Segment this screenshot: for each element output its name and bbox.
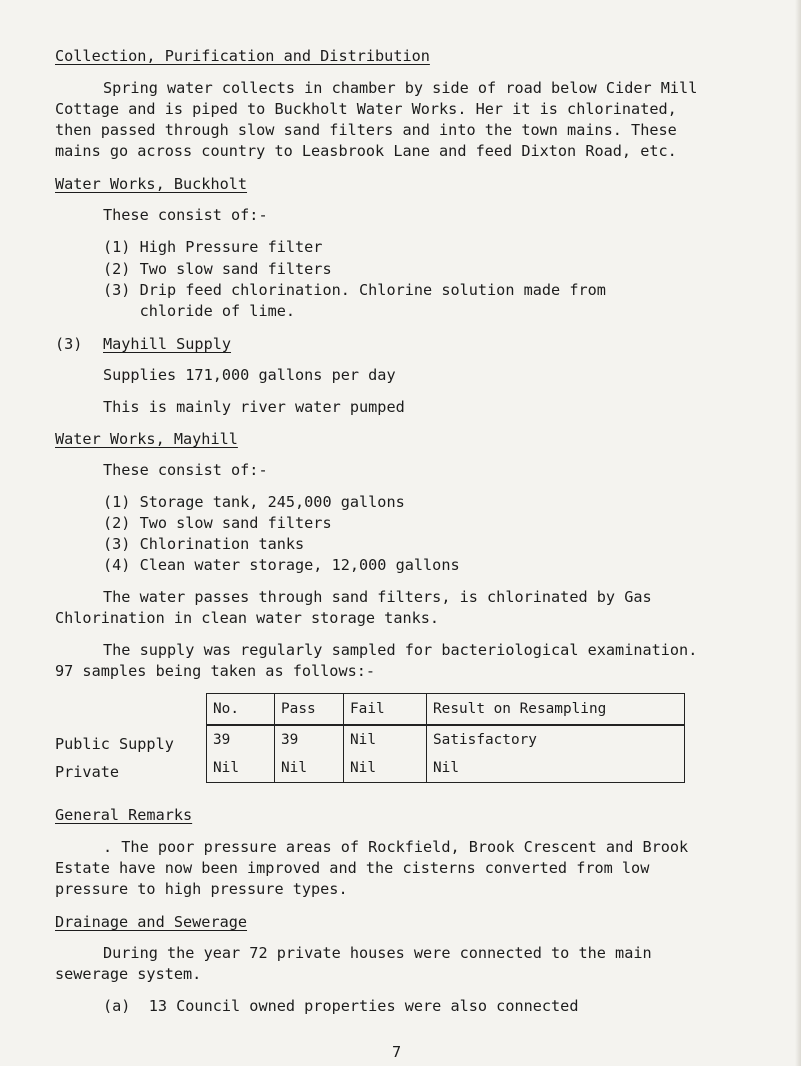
col-header-fail: Fail <box>344 694 427 726</box>
page-number: 7 <box>392 1043 402 1061</box>
heading-mayhill-works: Water Works, Mayhill <box>55 430 238 448</box>
table-header-row <box>207 694 685 726</box>
col-header-pass: Pass <box>275 694 344 726</box>
heading-collection: Collection, Purification and Distribution <box>55 47 430 65</box>
mayhill-item-2: (2) Two slow sand filters <box>103 514 332 532</box>
mayhill-item-4: (4) Clean water storage, 12,000 gallons <box>103 556 460 574</box>
para-gas-line-1: The water passes through sand filters, is chlorinated by Gas <box>103 588 652 606</box>
para-gas-line-2: Chlorination in clean water storage tanks. <box>55 609 440 627</box>
buckholt-item-1: (1) High Pressure filter <box>103 238 323 256</box>
heading-buckholt: Water Works, Buckholt <box>55 175 248 193</box>
mayhill-intro: These consist of:- <box>103 461 268 479</box>
row-label-private: Private <box>55 763 120 781</box>
heading-general-remarks: General Remarks <box>55 806 193 824</box>
col-header-result: Result on Resampling <box>427 694 685 726</box>
cell-public-result: Satisfactory <box>427 725 685 754</box>
table-row <box>207 754 685 783</box>
cell-public-fail: Nil <box>344 725 427 754</box>
para1-line-2: Cottage and is piped to Buckholt Water Works. Her it is chlorinated, <box>55 100 677 118</box>
mayhill-item-3: (3) Chlorination tanks <box>103 535 305 553</box>
general-line-1: . The poor pressure areas of Rockfield, Brook Crescent and Brook <box>103 838 689 856</box>
row-label-public-supply: Public Supply <box>55 735 174 753</box>
para1-line-4: mains go across country to Leasbrook Lane and feed Dixton Road, etc. <box>55 142 677 160</box>
mayhill-number: (3) <box>55 335 83 353</box>
general-line-2: Estate have now been improved and the cisterns converted from low <box>55 859 650 877</box>
drainage-line-1: During the year 72 private houses were connected to the main <box>103 944 652 962</box>
buckholt-intro: These consist of:- <box>103 206 268 224</box>
para-sampled-line-2: 97 samples being taken as follows:- <box>55 662 376 680</box>
cell-private-fail: Nil <box>344 754 427 783</box>
table-row <box>207 725 685 754</box>
general-line-3: pressure to high pressure types. <box>55 880 348 898</box>
para1-line-1: Spring water collects in chamber by side of road below Cider Mill <box>103 79 698 97</box>
drainage-item-a: (a) 13 Council owned properties were also connected <box>103 997 579 1015</box>
samples-table <box>206 693 685 783</box>
page-edge-shadow <box>795 0 801 1066</box>
mayhill-supply-line-2: This is mainly river water pumped <box>103 398 405 416</box>
buckholt-item-3: (3) Drip feed chlorination. Chlorine solution made from <box>103 281 606 299</box>
cell-private-pass: Nil <box>275 754 344 783</box>
mayhill-supply-line-1: Supplies 171,000 gallons per day <box>103 366 396 384</box>
cell-public-pass: 39 <box>275 725 344 754</box>
para-sampled-line-1: The supply was regularly sampled for bacteriological examination. <box>103 641 698 659</box>
cell-private-result: Nil <box>427 754 685 783</box>
para1-line-3: then passed through slow sand filters and into the town mains. These <box>55 121 677 139</box>
drainage-line-2: sewerage system. <box>55 965 202 983</box>
col-header-no: No. <box>207 694 275 726</box>
heading-mayhill-supply: Mayhill Supply <box>103 335 232 353</box>
heading-drainage: Drainage and Sewerage <box>55 913 248 931</box>
buckholt-item-3-cont: chloride of lime. <box>103 302 296 320</box>
cell-public-no: 39 <box>207 725 275 754</box>
mayhill-item-1: (1) Storage tank, 245,000 gallons <box>103 493 405 511</box>
cell-private-no: Nil <box>207 754 275 783</box>
buckholt-item-2: (2) Two slow sand filters <box>103 260 332 278</box>
